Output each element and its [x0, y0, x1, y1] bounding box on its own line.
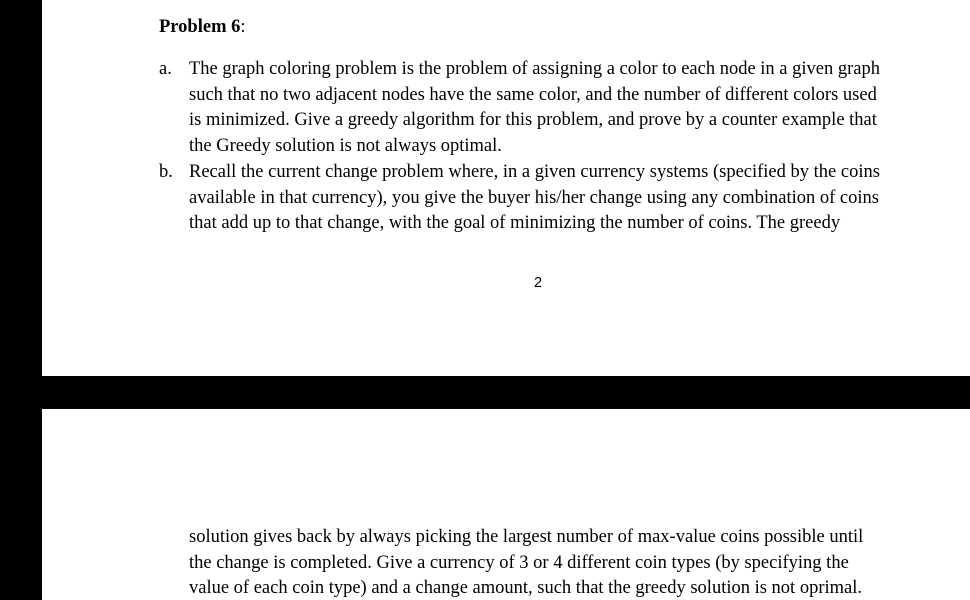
problem-part-a: [159, 57, 939, 160]
problem-part-b-text: [189, 160, 939, 237]
text-line: the Greedy solution is not always optimal.: [189, 136, 502, 157]
problem-part-b-continuation: [189, 525, 863, 600]
text-line: Recall the current change problem where, in a given currency systems (specified by the coins: [189, 162, 880, 182]
text-line: such that no two adjacent nodes have the same color, and the number of different colors used: [189, 84, 877, 105]
list-marker-a: a.: [159, 59, 172, 79]
text-line: that add up to that change, with the goal of minimizing the number of coins. The greedy: [189, 213, 841, 234]
text-line: is minimized. Give a greedy algorithm for this problem, and prove by a counter example that: [189, 110, 877, 131]
text-line: value of each coin type) and a change amount, such that the greedy solution is not oprimal.: [189, 578, 862, 599]
list-marker-b: b.: [159, 162, 173, 182]
page-number: 2: [534, 275, 543, 291]
text-line: solution gives back by always picking the largest number of max-value coins possible until: [189, 527, 864, 547]
document-page-top: [42, 0, 970, 376]
problem-part-a-text: [189, 57, 939, 160]
problem-part-b: [159, 160, 939, 237]
problem-title: [159, 16, 246, 38]
text-line: the change is completed. Give a currency of 3 or 4 different coin types (by specifying the: [189, 552, 849, 573]
problem-title-text: Problem 6: [159, 17, 241, 37]
problem-title-colon: :: [240, 17, 246, 37]
text-line: The graph coloring problem is the problem of assigning a color to each node in a given graph: [189, 59, 880, 79]
document-page-bottom: [42, 409, 970, 600]
text-line: available in that currency), you give the buyer his/her change using any combination of coins: [189, 187, 879, 208]
